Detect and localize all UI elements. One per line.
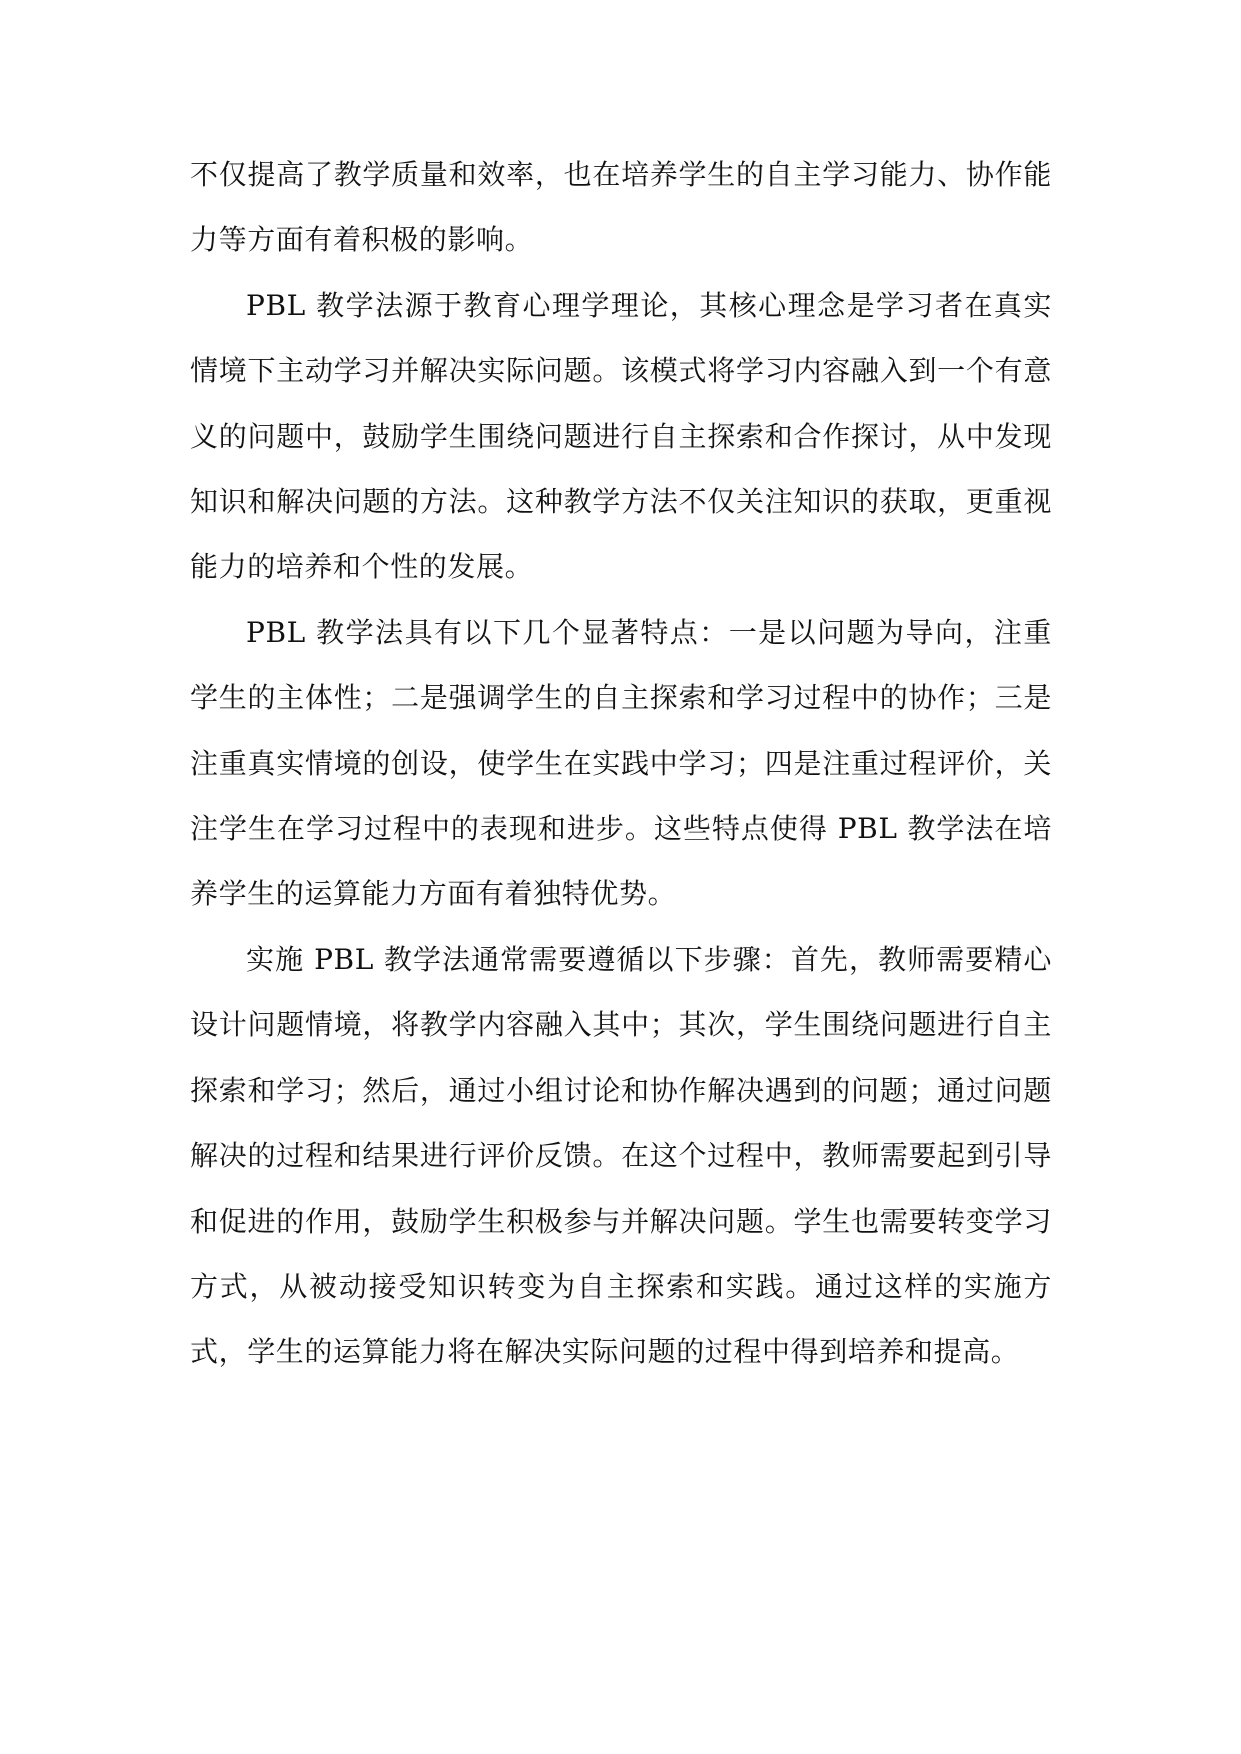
paragraph-pbl-implementation: 实施 PBL 教学法通常需要遵循以下步骤：首先，教师需要精心设计问题情境，将教学内容融入其中；其次，学生围绕问题进行自主探索和学习；然后，通过小组讨论和协作解决遇到的问题；通过问题解决的过程和结果进行评价反馈。在这个过程中，教师需要起到引导和促进的作用，鼓励学生积极参与并解决问题。学生也需要转变学习方式，从被动接受知识转变为自主探索和实践。通过这样的实施方式，学生的运算能力将在解决实际问题的过程中得到培养和提高。 — [190, 942, 1052, 1369]
document-body — [190, 142, 1052, 1385]
paragraph-pbl-features: PBL 教学法具有以下几个显著特点：一是以问题为导向，注重学生的主体性；二是强调学生的自主探索和学习过程中的协作；三是注重真实情境的创设，使学生在实践中学习；四是注重过程评价，关注学生在学习过程中的表现和进步。这些特点使得 PBL 教学法在培养学生的运算能力方面有着独特优势。 — [190, 615, 1052, 911]
paragraph-continuation: 不仅提高了教学质量和效率，也在培养学生的自主学习能力、协作能力等方面有着积极的影响。 — [190, 158, 1052, 257]
paragraph-pbl-origin: PBL 教学法源于教育心理学理论，其核心理念是学习者在真实情境下主动学习并解决实际问题。该模式将学习内容融入到一个有意义的问题中，鼓励学生围绕问题进行自主探索和合作探讨，从中发现知识和解决问题的方法。这种教学方法不仅关注知识的获取，更重视能力的培养和个性的发展。 — [190, 288, 1052, 584]
